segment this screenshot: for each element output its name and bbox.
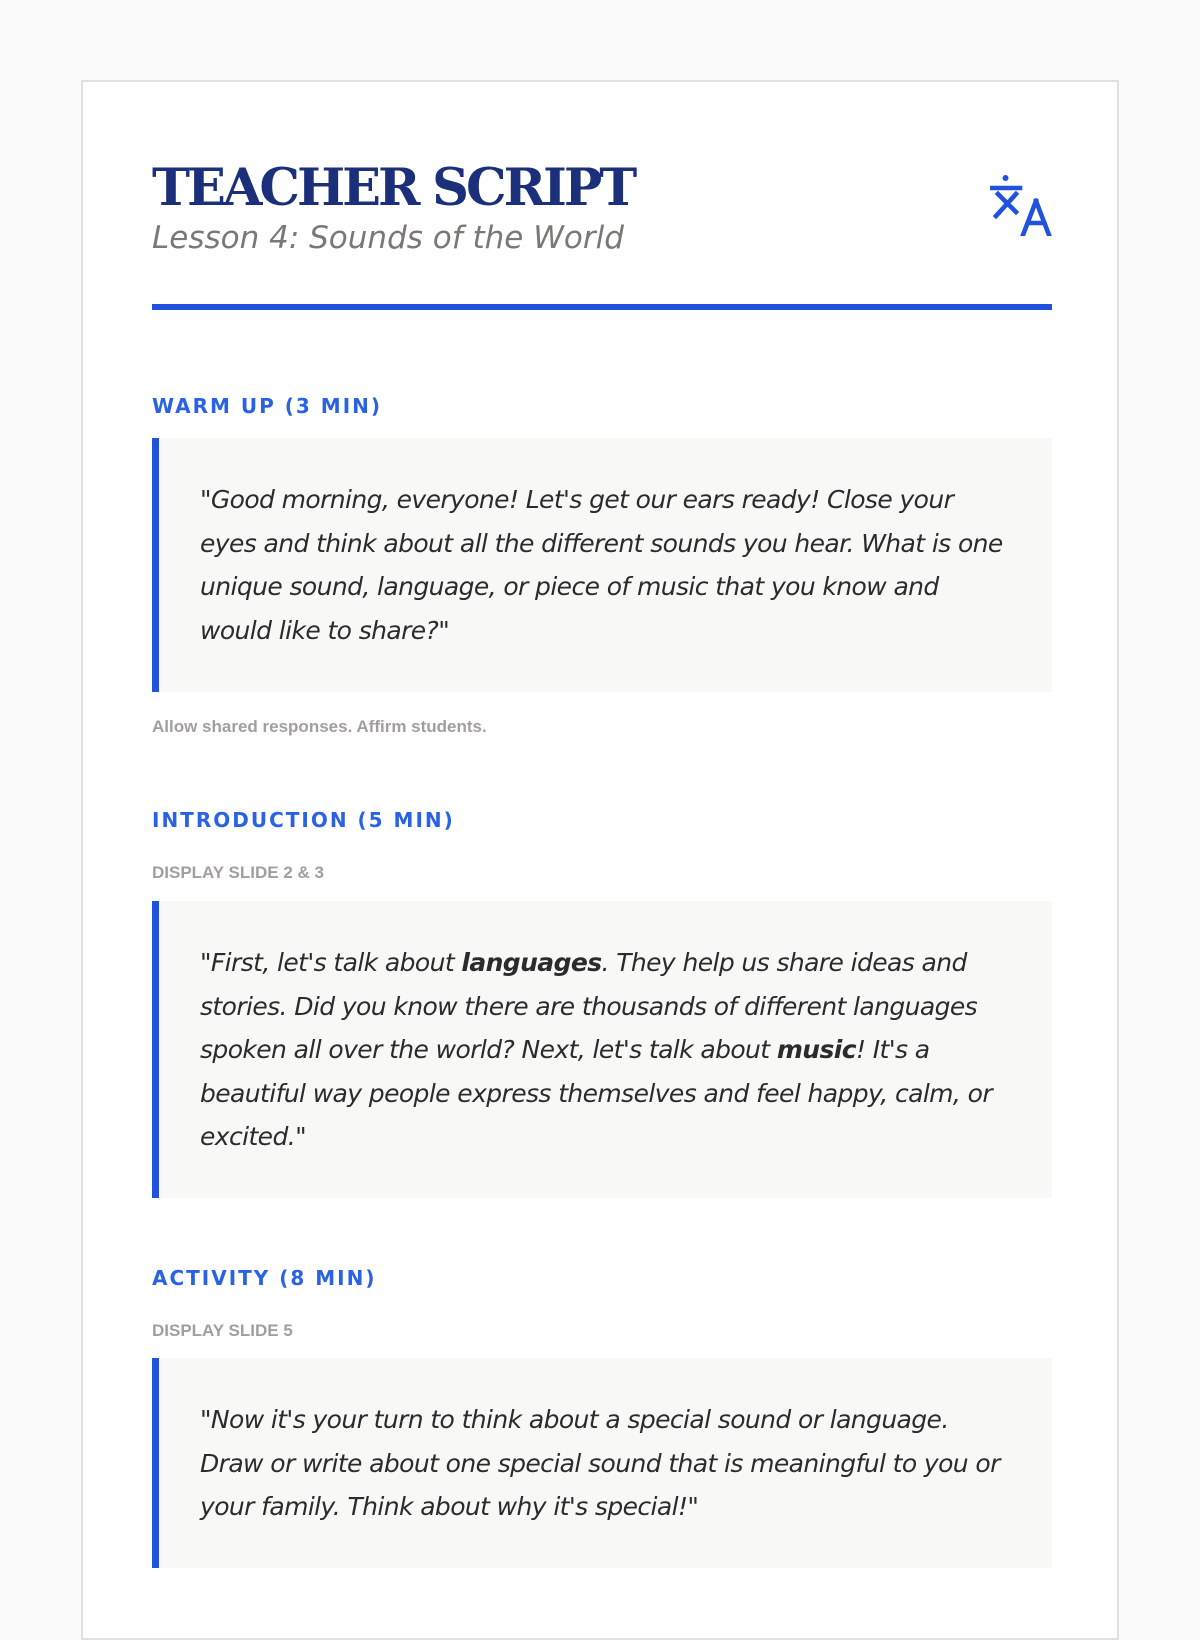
page-title: TEACHER SCRIPT xyxy=(152,158,635,218)
display-slide-cue: DISPLAY SLIDE 2 & 3 xyxy=(152,863,324,882)
quote-text: "Now it's your turn to think about a special sound or language. Draw or write about one special sound that is meaningful to you or your family. Think about why it's special!" xyxy=(200,1405,1000,1521)
script-card xyxy=(81,80,1119,1640)
keyword-music: music xyxy=(776,1035,856,1064)
script-quote-activity xyxy=(152,1358,1052,1568)
translate-icon[interactable] xyxy=(990,174,1052,236)
quote-text: . They help us share ideas and stories. Did you know there are thousands of different languages spoken all over the world? Next, let's talk about xyxy=(200,948,978,1064)
section-heading-introduction: INTRODUCTION (5 MIN) xyxy=(152,808,455,832)
quote-text: "First, let's talk about xyxy=(200,948,462,977)
section-heading-warm-up: WARM UP (3 MIN) xyxy=(152,394,383,418)
keyword-languages: languages xyxy=(461,948,602,977)
quote-text: ! It's a beautiful way people express themselves and feel happy, calm, or excited." xyxy=(200,1035,992,1151)
page-header xyxy=(152,82,1052,308)
section-heading-activity: ACTIVITY (8 MIN) xyxy=(152,1266,377,1290)
teacher-note: Allow shared responses. Affirm students. xyxy=(152,717,487,736)
script-quote-warm-up xyxy=(152,438,1052,692)
lesson-subtitle: Lesson 4: Sounds of the World xyxy=(152,220,624,256)
display-slide-cue: DISPLAY SLIDE 5 xyxy=(152,1321,293,1340)
quote-text: "Good morning, everyone! Let's get our ears ready! Close your eyes and think about all the different sounds you hear. What is one unique sound, language, or piece of music that you know and would like to share?" xyxy=(200,485,1003,645)
script-quote-introduction xyxy=(152,901,1052,1198)
header-divider xyxy=(152,304,1052,310)
script-content xyxy=(152,82,1052,1521)
